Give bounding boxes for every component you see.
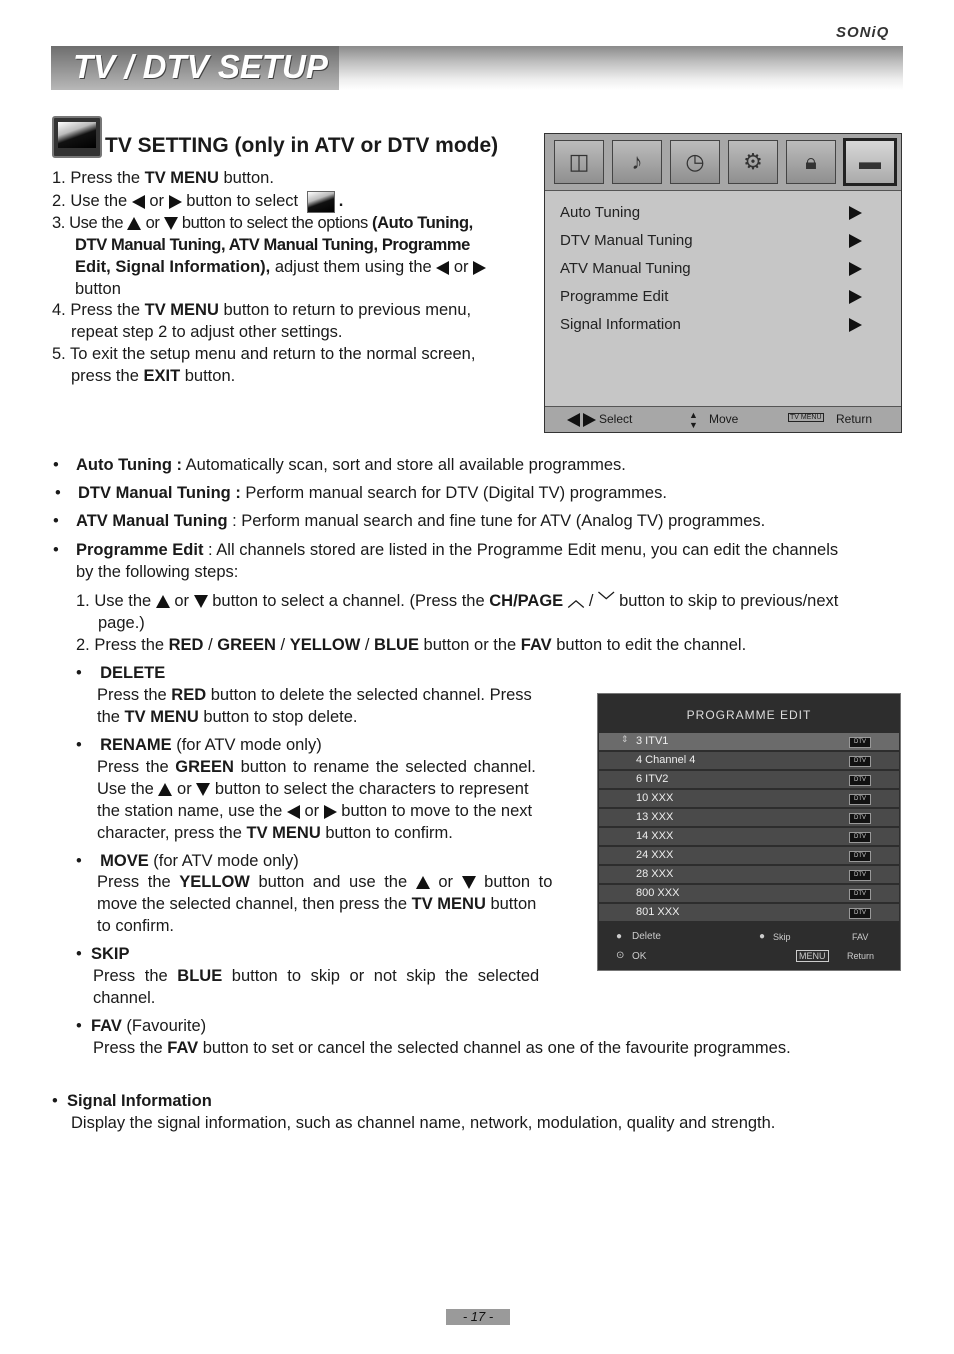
left-arrow-icon bbox=[132, 195, 145, 209]
menu-item-auto-tuning: Auto Tuning bbox=[560, 204, 860, 221]
tv-setting-icon bbox=[52, 116, 102, 158]
pe-skip: Skip bbox=[773, 932, 791, 942]
step-5-line2: press the EXIT button. bbox=[71, 367, 236, 385]
title-box bbox=[51, 46, 339, 90]
left-arrow-icon bbox=[567, 413, 580, 427]
lock-icon: 🔒︎ bbox=[786, 140, 836, 184]
pe-row: 6 ITV2 DTV bbox=[599, 771, 899, 788]
rename-text-4: character, press the TV MENU button to confirm. bbox=[97, 824, 453, 842]
delete-text-1: Press the RED button to delete the selected channel. Press bbox=[97, 686, 532, 704]
pe-row: 14 XXX DTV bbox=[599, 828, 899, 845]
up-arrow-icon bbox=[156, 595, 170, 608]
menu-item-programme-edit: Programme Edit bbox=[560, 288, 860, 305]
pe-row: 800 XXX DTV bbox=[599, 885, 899, 902]
pe-row: 13 XXX DTV bbox=[599, 809, 899, 826]
menu-icon-bar bbox=[545, 134, 901, 191]
page-number: - 17 - bbox=[446, 1309, 510, 1325]
step-3-line3: Edit, Signal Information), adjust them using the or bbox=[75, 256, 486, 278]
right-arrow-icon bbox=[583, 413, 596, 427]
step-3-line2: DTV Manual Tuning, ATV Manual Tuning, Programme bbox=[75, 236, 470, 254]
skip-heading: • SKIP bbox=[76, 945, 130, 963]
skip-text-2: channel. bbox=[93, 989, 156, 1007]
menu-item-dtv-manual-tuning: DTV Manual Tuning bbox=[560, 232, 860, 249]
bullet-atv-manual: • ATV Manual Tuning : Perform manual search and fine tune for ATV (Analog TV) programmes. bbox=[76, 510, 765, 532]
footer-move: Move bbox=[709, 412, 739, 426]
skip-text-1: Press the BLUE button to skip or not skip the selected bbox=[93, 967, 540, 985]
up-arrow-icon bbox=[416, 876, 430, 889]
step-4-line2: repeat step 2 to adjust other settings. bbox=[71, 323, 343, 341]
page-title: TV / DTV SETUP bbox=[73, 48, 328, 85]
tv-icon bbox=[307, 191, 335, 213]
section-title: TV SETTING (only in ATV or DTV mode) bbox=[105, 134, 499, 157]
footer-tvmenu-key: TV MENU bbox=[790, 414, 822, 421]
programme-edit-screen bbox=[597, 693, 901, 971]
gear-icon: ⚙ bbox=[728, 140, 778, 184]
rename-heading: • RENAME (for ATV mode only) bbox=[76, 736, 322, 754]
move-text-2: move the selected channel, then press the TV MENU button bbox=[97, 895, 537, 913]
left-arrow-icon bbox=[287, 805, 300, 819]
right-arrow-icon bbox=[849, 290, 862, 304]
picture-icon: ◫ bbox=[554, 140, 604, 184]
tv-icon: ▬ bbox=[843, 138, 897, 186]
step-1: 1. Press the TV MENU button. bbox=[52, 169, 274, 187]
down-arrow-icon bbox=[164, 217, 178, 230]
right-arrow-icon bbox=[849, 234, 862, 248]
move-text-1: Press the YELLOW button and use the or button to bbox=[97, 873, 553, 891]
step-2: 2. Use the or button to select . bbox=[52, 190, 343, 213]
down-arrow-icon bbox=[194, 595, 208, 608]
ok-icon: ⊙ bbox=[616, 950, 625, 961]
rename-text-1: Press the GREEN button to rename the selected channel. bbox=[97, 758, 536, 776]
chevron-up-icon: ︿ bbox=[567, 592, 585, 610]
signal-text: Display the signal information, such as channel name, network, modulation, quality and strength. bbox=[71, 1114, 776, 1132]
bullet-programme-edit: • Programme Edit : All channels stored are listed in the Programme Edit menu, you can edit the channels bbox=[76, 539, 838, 561]
up-arrow-icon bbox=[127, 217, 141, 230]
pe-row: 4 Channel 4 DTV bbox=[599, 752, 899, 769]
right-arrow-icon bbox=[473, 261, 486, 275]
footer-select: Select bbox=[599, 412, 633, 426]
pe-row: 10 XXX DTV bbox=[599, 790, 899, 807]
menu-item-atv-manual-tuning: ATV Manual Tuning bbox=[560, 260, 860, 277]
pe-row: 24 XXX DTV bbox=[599, 847, 899, 864]
bullet-auto-tuning: • Auto Tuning : Automatically scan, sort and store all available programmes. bbox=[76, 454, 626, 476]
down-arrow-icon bbox=[462, 876, 476, 889]
pe-fav: FAV bbox=[852, 932, 869, 942]
tv-setting-menu bbox=[544, 133, 902, 433]
red-dot-icon: ● bbox=[616, 931, 623, 942]
up-down-icon: ▲ ▼ bbox=[689, 410, 698, 430]
pe-row: 28 XXX DTV bbox=[599, 866, 899, 883]
pe-menu-key: MENU bbox=[796, 950, 829, 962]
pe-step-2: 2. Press the RED / GREEN / YELLOW / BLUE button or the FAV button to edit the channel. bbox=[76, 636, 747, 654]
step-3-line4: button bbox=[75, 280, 121, 298]
move-text-3: to confirm. bbox=[97, 917, 175, 935]
pe-delete: Delete bbox=[632, 931, 661, 942]
step-5: 5. To exit the setup menu and return to the normal screen, bbox=[52, 345, 476, 363]
pe-step-1-line2: page.) bbox=[98, 614, 145, 632]
pe-ok: OK bbox=[632, 951, 647, 962]
bullet-dtv-manual: • DTV Manual Tuning : Perform manual search for DTV (Digital TV) programmes. bbox=[78, 482, 667, 504]
up-arrow-icon bbox=[158, 783, 172, 796]
pe-row: 801 XXX DTV bbox=[599, 904, 899, 921]
menu-footer bbox=[545, 406, 901, 432]
music-icon: ♪ bbox=[612, 140, 662, 184]
chevron-down-icon: ﹀ bbox=[598, 592, 615, 610]
pe-row: ⇕ 3 ITV1 DTV bbox=[599, 733, 899, 750]
up-down-icon: ⇕ bbox=[621, 734, 629, 744]
fav-text-1: Press the FAV button to set or cancel the selected channel as one of the favourite programmes. bbox=[93, 1039, 791, 1057]
bullet-programme-edit-line2: by the following steps: bbox=[76, 563, 239, 581]
rename-text-3: the station name, use the or button to move to the next bbox=[97, 802, 533, 820]
pe-title: PROGRAMME EDIT bbox=[686, 708, 812, 722]
right-arrow-icon bbox=[849, 206, 862, 220]
right-arrow-icon bbox=[169, 195, 182, 209]
pe-return: Return bbox=[847, 951, 875, 961]
signal-heading: • Signal Information bbox=[52, 1092, 212, 1110]
clock-icon: ◷ bbox=[670, 140, 720, 184]
down-arrow-icon bbox=[196, 783, 210, 796]
right-arrow-icon bbox=[849, 318, 862, 332]
brand-logo: SONiQ bbox=[836, 24, 890, 41]
step-3: 3. Use the or button to select the options (Auto Tuning, bbox=[52, 214, 473, 232]
right-arrow-icon bbox=[324, 805, 337, 819]
left-arrow-icon bbox=[436, 261, 449, 275]
footer-return: Return bbox=[836, 412, 873, 426]
right-arrow-icon bbox=[849, 262, 862, 276]
blue-dot-icon: ● bbox=[759, 931, 766, 942]
pe-step-1: 1. Use the or button to select a channel. (Press the CH/PAGE ︿ / ﹀ button to skip to previous/next bbox=[76, 592, 839, 610]
delete-text-2: the TV MENU button to stop delete. bbox=[97, 708, 358, 726]
step-4: 4. Press the TV MENU button to return to previous menu, bbox=[52, 301, 472, 319]
menu-item-signal-information: Signal Information bbox=[560, 316, 860, 333]
rename-text-2: Use the or button to select the characters to represent bbox=[97, 780, 529, 798]
fav-heading: • FAV (Favourite) bbox=[76, 1017, 207, 1035]
delete-heading: • DELETE bbox=[76, 664, 166, 682]
move-heading: • MOVE (for ATV mode only) bbox=[76, 852, 299, 870]
